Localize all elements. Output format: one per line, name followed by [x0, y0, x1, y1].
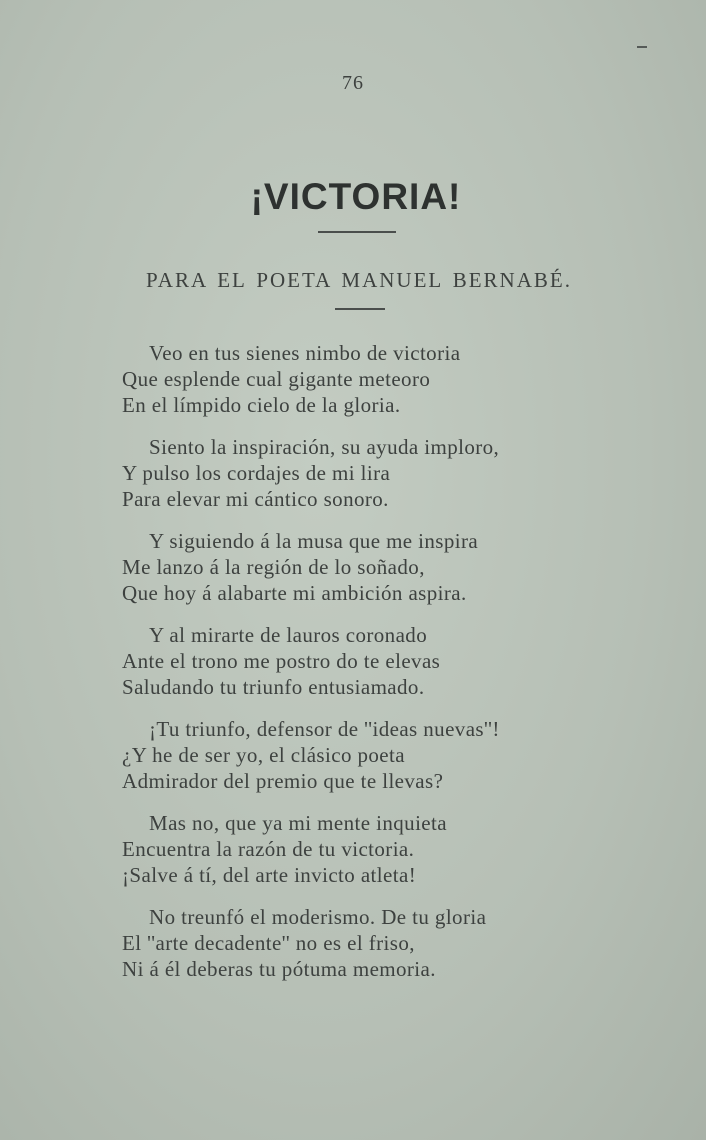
poem-line: ¿Y he de ser yo, el clásico poeta [122, 743, 405, 767]
poem-line: Y al mirarte de lauros coronado [149, 623, 428, 647]
poem-line: Que hoy á alabarte mi ambición aspira. [122, 581, 467, 605]
poem-line: Y siguiendo á la musa que me inspira [149, 529, 479, 553]
poem-line: Me lanzo á la región de lo soñado, [122, 555, 425, 579]
stanza-4 [122, 622, 682, 700]
poem-line: ¡Salve á tí, del arte invicto atleta! [122, 863, 417, 887]
poem-line: Ante el trono me postro do te elevas [122, 649, 441, 673]
poem-body [122, 340, 682, 998]
stanza-7 [122, 904, 682, 982]
page-number: 76 [342, 72, 364, 94]
poem-line: Ni á él deberas tu pótuma memoria. [122, 957, 436, 981]
poem-line: Y pulso los cordajes de mi lira [122, 461, 391, 485]
poem-line: Que esplende cual gigante meteoro [122, 367, 431, 391]
poem-line: En el límpido cielo de la gloria. [122, 393, 401, 417]
poem-line: Saludando tu triunfo entusiamado. [122, 675, 425, 699]
poem-title: ¡VICTORIA! [250, 176, 462, 217]
poem-line: Veo en tus sienes nimbo de victoria [149, 341, 461, 365]
poem-dedication: PARA EL POETA MANUEL BERNABÉ. [146, 268, 572, 292]
poem-line: Encuentra la razón de tu victoria. [122, 837, 415, 861]
poem-line: Para elevar mi cántico sonoro. [122, 487, 389, 511]
poem-line: El ''arte decadente'' no es el friso, [122, 931, 415, 955]
poem-line: Admirador del premio que te llevas? [122, 769, 444, 793]
stanza-2 [122, 434, 682, 512]
ink-speck [637, 46, 647, 48]
stanza-1 [122, 340, 682, 418]
stanza-6 [122, 810, 682, 888]
poem-line: ¡Tu triunfo, defensor de ''ideas nuevas''! [149, 717, 500, 741]
stanza-5 [122, 716, 682, 794]
dedication-divider [335, 308, 385, 310]
poem-line: Mas no, que ya mi mente inquieta [149, 811, 447, 835]
title-divider [318, 231, 396, 233]
stanza-3 [122, 528, 682, 606]
poem-line: Siento la inspiración, su ayuda imploro, [149, 435, 500, 459]
poem-line: No treunfó el moderismo. De tu gloria [149, 905, 487, 929]
